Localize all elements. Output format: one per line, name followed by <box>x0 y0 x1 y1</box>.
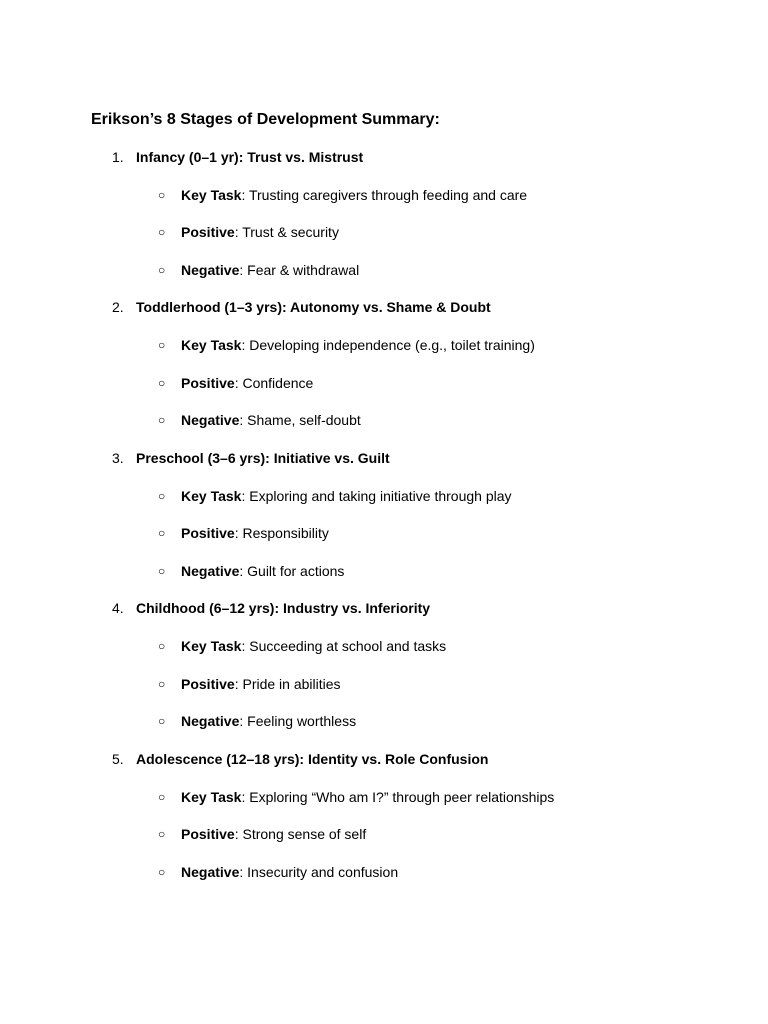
item-description: : Developing independence (e.g., toilet training) <box>241 337 535 353</box>
list-item-negative <box>0 261 768 279</box>
item-description: : Trust & security <box>234 224 339 240</box>
item-description: : Exploring and taking initiative through play <box>241 488 512 504</box>
item-description: : Succeeding at school and tasks <box>241 638 447 654</box>
item-label: Negative <box>181 563 240 579</box>
hollow-circle-bullet-icon: ○ <box>158 827 166 841</box>
list-item-text <box>181 186 527 204</box>
stage-heading: Preschool (3–6 yrs): Initiative vs. Guilt <box>136 450 390 466</box>
item-label: Negative <box>181 262 240 278</box>
hollow-circle-bullet-icon: ○ <box>158 188 166 202</box>
list-item-text <box>181 411 361 429</box>
item-description: : Guilt for actions <box>239 563 345 579</box>
hollow-circle-bullet-icon: ○ <box>158 564 166 578</box>
list-item-negative <box>0 863 768 881</box>
item-description: : Shame, self-doubt <box>239 412 361 428</box>
stage-heading: Adolescence (12–18 yrs): Identity vs. Role Confusion <box>136 751 489 767</box>
list-item-text <box>181 825 366 843</box>
list-item-text <box>181 863 398 881</box>
hollow-circle-bullet-icon: ○ <box>158 263 166 277</box>
list-item-text <box>181 637 446 655</box>
item-description: : Strong sense of self <box>234 826 367 842</box>
list-item-text <box>181 487 512 505</box>
hollow-circle-bullet-icon: ○ <box>158 790 166 804</box>
list-item-key-task <box>0 336 768 354</box>
list-item-text <box>181 675 341 693</box>
list-item-positive <box>0 675 768 693</box>
item-label: Key Task <box>181 488 242 504</box>
hollow-circle-bullet-icon: ○ <box>158 413 166 427</box>
stage-heading: Childhood (6–12 yrs): Industry vs. Inferiority <box>136 600 431 616</box>
item-description: : Feeling worthless <box>239 713 357 729</box>
stage-heading: Infancy (0–1 yr): Trust vs. Mistrust <box>136 149 364 165</box>
list-item-text <box>181 223 339 241</box>
stage-heading: Toddlerhood (1–3 yrs): Autonomy vs. Shame & Doubt <box>136 299 491 315</box>
hollow-circle-bullet-icon: ○ <box>158 526 166 540</box>
item-label: Key Task <box>181 337 242 353</box>
list-item-positive <box>0 524 768 542</box>
item-label: Key Task <box>181 789 242 805</box>
hollow-circle-bullet-icon: ○ <box>158 639 166 653</box>
list-item-key-task <box>0 788 768 806</box>
list-item-text <box>181 788 554 806</box>
stage-number: 2. <box>112 299 124 315</box>
list-item-negative <box>0 562 768 580</box>
list-item-positive <box>0 825 768 843</box>
list-item-key-task <box>0 637 768 655</box>
stage-number: 1. <box>112 149 124 165</box>
document-title: Erikson’s 8 Stages of Development Summary: <box>91 111 440 128</box>
list-item-key-task <box>0 186 768 204</box>
list-item-positive <box>0 374 768 392</box>
list-item-key-task <box>0 487 768 505</box>
list-item-text <box>181 336 535 354</box>
hollow-circle-bullet-icon: ○ <box>158 714 166 728</box>
item-label: Negative <box>181 864 240 880</box>
hollow-circle-bullet-icon: ○ <box>158 489 166 503</box>
item-label: Key Task <box>181 187 242 203</box>
list-item-text <box>181 374 313 392</box>
list-item-text <box>181 261 359 279</box>
item-label: Negative <box>181 412 240 428</box>
list-item-positive <box>0 223 768 241</box>
item-description: : Insecurity and confusion <box>239 864 399 880</box>
item-label: Positive <box>181 375 235 391</box>
list-item-text <box>181 562 344 580</box>
hollow-circle-bullet-icon: ○ <box>158 677 166 691</box>
item-label: Negative <box>181 713 240 729</box>
list-item-text <box>181 524 329 542</box>
list-item-text <box>181 712 356 730</box>
hollow-circle-bullet-icon: ○ <box>158 225 166 239</box>
item-description: : Trusting caregivers through feeding and care <box>241 187 528 203</box>
list-item-negative <box>0 411 768 429</box>
item-label: Positive <box>181 525 235 541</box>
stage-number: 5. <box>112 751 124 767</box>
list-item-negative <box>0 712 768 730</box>
item-label: Key Task <box>181 638 242 654</box>
hollow-circle-bullet-icon: ○ <box>158 338 166 352</box>
item-description: : Pride in abilities <box>234 676 341 692</box>
stage-number: 4. <box>112 600 124 616</box>
stage-number: 3. <box>112 450 124 466</box>
hollow-circle-bullet-icon: ○ <box>158 865 166 879</box>
hollow-circle-bullet-icon: ○ <box>158 376 166 390</box>
item-description: : Exploring “Who am I?” through peer relationships <box>241 789 555 805</box>
item-label: Positive <box>181 224 235 240</box>
item-label: Positive <box>181 676 235 692</box>
item-description: : Confidence <box>234 375 314 391</box>
item-description: : Fear & withdrawal <box>239 262 360 278</box>
item-label: Positive <box>181 826 235 842</box>
item-description: : Responsibility <box>234 525 329 541</box>
